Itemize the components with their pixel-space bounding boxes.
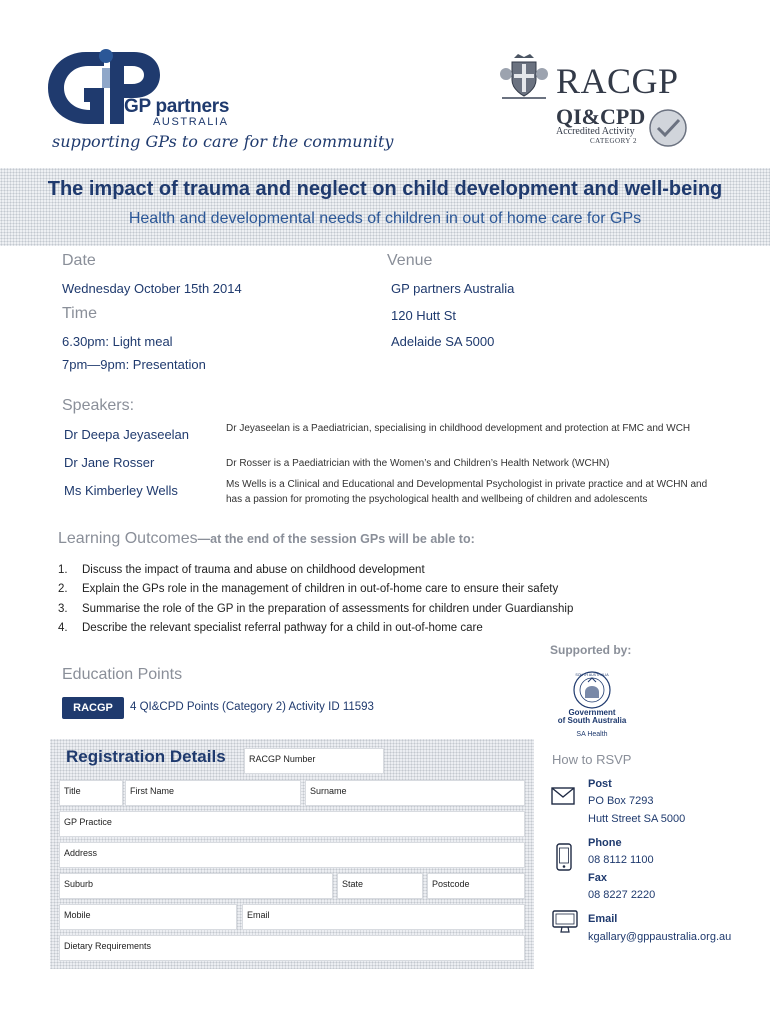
event-title: The impact of trauma and neglect on child development and well-being: [47, 178, 723, 200]
suburb-field[interactable]: Suburb: [59, 873, 333, 899]
list-text: Summarise the role of the GP in the preparation of assessments for children under Guardianship: [82, 602, 574, 615]
computer-icon: [552, 910, 578, 934]
list-text: Explain the GPs role in the management of children in out-of-home care to ensure their safety: [82, 583, 559, 596]
list-item: [58, 580, 573, 600]
list-number: 1.: [58, 563, 68, 576]
org-name: GP partners: [124, 96, 230, 117]
checkmark-badge-icon: [648, 108, 688, 148]
gov-line-1: Government: [568, 708, 616, 717]
date-value: Wednesday October 15th 2014: [62, 281, 242, 296]
list-number: 2.: [58, 583, 68, 596]
envelope-icon: [551, 787, 575, 805]
speaker-name: Dr Jane Rosser: [64, 455, 155, 470]
fax-label: Fax: [588, 872, 607, 884]
date-heading: Date: [62, 252, 96, 269]
tagline: supporting GPs to care for the community: [52, 132, 394, 151]
post-line-2: Hutt Street SA 5000: [588, 813, 686, 825]
speaker-bio: Dr Rosser is a Paediatrician with the Women’s and Children’s Health Network (WCHN): [226, 458, 610, 469]
learning-outcomes-title: Learning Outcomes: [58, 530, 198, 547]
speaker-bio: Dr Jeyaseelan is a Paediatrician, specialising in childhood development and protection at FMC and WCH: [226, 423, 691, 434]
time-heading: Time: [62, 305, 97, 322]
learning-outcomes-suffix: —at the end of the session GPs will be able to:: [197, 532, 475, 546]
list-item: [58, 560, 573, 580]
gp-practice-field[interactable]: GP Practice: [59, 811, 525, 837]
racgp-badge: RACGP: [62, 697, 124, 719]
phone-label: Phone: [588, 837, 622, 849]
email-label: Email: [588, 913, 618, 925]
education-points: 4 QI&CPD Points (Category 2) Activity ID 11593: [130, 701, 374, 713]
qicpd-wordmark: QI&CPD: [556, 104, 646, 129]
venue-line-2: 120 Hutt St: [391, 308, 457, 323]
speaker-bio: Ms Wells is a Clinical and Educational and Developmental Psychologist in private practice and at WCHN and has a passion for promoting the psychological health and wellbeing of children and adolescents: [226, 479, 708, 505]
venue-line-3: Adelaide SA 5000: [391, 334, 495, 349]
speaker-name: Ms Kimberley Wells: [64, 483, 178, 498]
list-item: [58, 599, 573, 619]
list-number: 3.: [58, 602, 68, 615]
registration-heading: Registration Details: [66, 747, 226, 766]
racgp-crest-icon: [498, 52, 550, 102]
list-text: Describe the relevant specialist referral pathway for a child in out-of-home care: [82, 622, 483, 635]
org-subtitle: AUSTRALIA: [153, 116, 229, 128]
gov-line-2: of South Australia: [557, 716, 627, 725]
list-number: 4.: [58, 622, 68, 635]
post-label: Post: [588, 778, 612, 790]
fax-value: 08 8227 2220: [588, 889, 656, 901]
time-line-1: 6.30pm: Light meal: [62, 334, 173, 349]
list-item: [58, 619, 573, 639]
education-heading: Education Points: [62, 666, 183, 683]
seal-text: SOUTH AUSTRALIA: [575, 673, 609, 677]
first-name-field[interactable]: First Name: [125, 780, 301, 806]
speaker-name: Dr Deepa Jeyaseelan: [64, 427, 190, 442]
postcode-field[interactable]: Postcode: [427, 873, 525, 899]
racgp-wordmark: RACGP: [556, 61, 679, 101]
supported-by-heading: Supported by:: [550, 643, 632, 657]
venue-line-1: GP partners Australia: [391, 281, 515, 296]
surname-field[interactable]: Surname: [305, 780, 525, 806]
mobile-field[interactable]: Mobile: [59, 904, 237, 930]
venue-heading: Venue: [387, 252, 433, 269]
dietary-requirements-field[interactable]: Dietary Requirements: [59, 935, 525, 961]
learning-outcomes-list: [58, 560, 573, 638]
sa-health-label: SA Health: [576, 731, 608, 738]
rsvp-heading: How to RSVP: [552, 752, 632, 767]
phone-icon: [556, 843, 572, 871]
category-label: CATEGORY 2: [590, 137, 637, 145]
accredited-activity-label: Accredited Activity: [556, 126, 635, 137]
event-subtitle: Health and developmental needs of children in out of home care for GPs: [128, 210, 642, 227]
email-link[interactable]: kgallary@gppaustralia.org.au: [588, 931, 732, 943]
email-field[interactable]: Email: [242, 904, 525, 930]
post-line-1: PO Box 7293: [588, 795, 654, 807]
speakers-heading: Speakers:: [62, 397, 135, 414]
racgp-number-field[interactable]: RACGP Number: [244, 748, 384, 774]
address-field[interactable]: Address: [59, 842, 525, 868]
phone-value: 08 8112 1100: [588, 854, 654, 866]
title-field[interactable]: Title: [59, 780, 123, 806]
learning-outcomes-heading: [58, 530, 475, 548]
list-text: Discuss the impact of trauma and abuse on childhood development: [82, 563, 425, 576]
state-field[interactable]: State: [337, 873, 423, 899]
time-line-2: 7pm—9pm: Presentation: [62, 357, 206, 372]
